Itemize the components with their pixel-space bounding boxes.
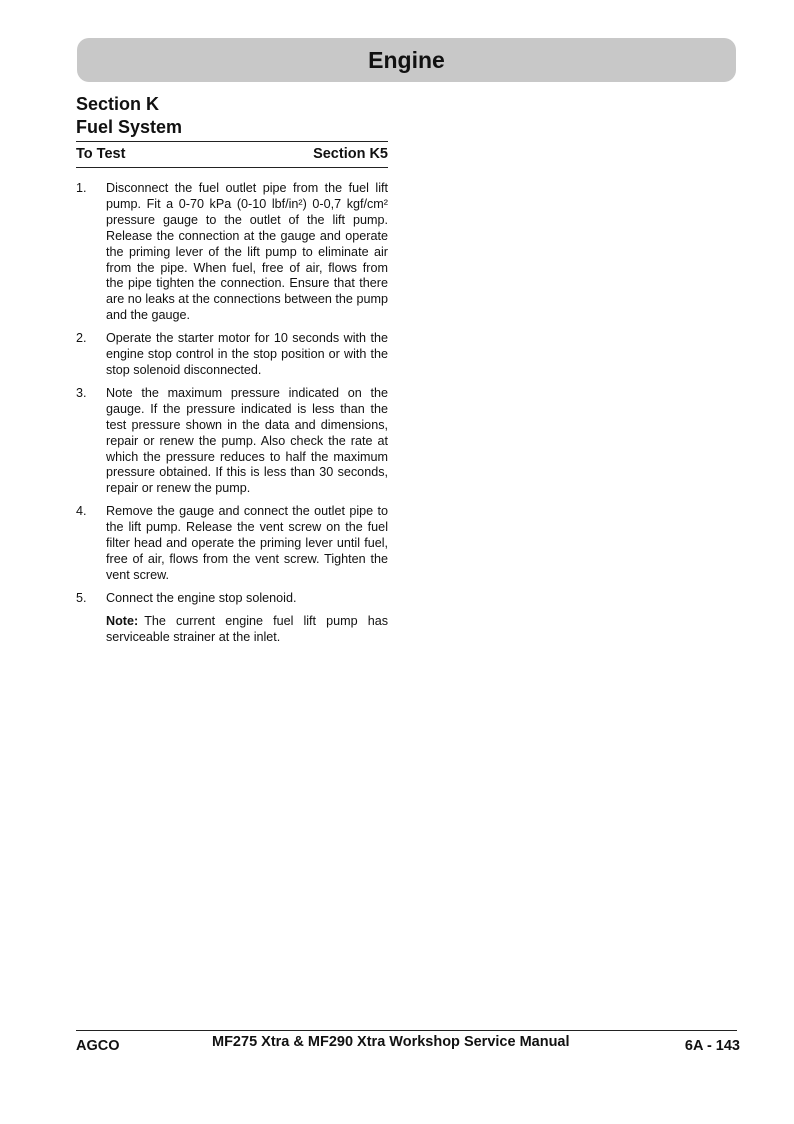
subheading-right: Section K5 bbox=[313, 146, 388, 162]
note-paragraph bbox=[76, 614, 388, 646]
step-text: Operate the starter motor for 10 seconds with the engine stop control in the stop position or with the stop solenoid disconnected. bbox=[106, 331, 388, 377]
section-heading bbox=[76, 93, 182, 139]
step-number: 2. bbox=[76, 331, 87, 346]
section-number: Section K bbox=[76, 94, 160, 114]
footer-manual-title: MF275 Xtra & MF290 Xtra Workshop Service Manual bbox=[212, 1034, 570, 1050]
section-title: Fuel System bbox=[76, 117, 183, 137]
step-text: Disconnect the fuel outlet pipe from the fuel lift pump. Fit a 0-70 kPa (0-10 lbf/in²) 0-0,7 kgf/cm² pressure gauge to the outlet of the lift pump. Release the connection at the gauge and operate the priming lever of the lift pump to eliminate air from the pipe. When fuel, free of air, flows from the pipe tighten the connection. Ensure that there are no leaks at the connections between the pump and the gauge. bbox=[106, 181, 388, 323]
subheading-row bbox=[76, 146, 388, 162]
step-item bbox=[76, 386, 388, 497]
footer-page-number: 6A - 143 bbox=[684, 1038, 740, 1054]
step-item bbox=[76, 331, 388, 379]
subheading-left: To Test bbox=[76, 146, 126, 162]
note-text: The current engine fuel lift pump has serviceable strainer at the inlet. bbox=[106, 613, 388, 644]
step-text: Note the maximum pressure indicated on the gauge. If the pressure indicated is less than the test pressure shown in the data and dimensions, repair or renew the pump. Also check the rate at which the pressure reduces to half the maximum pressure obtained. If this is less than 30 seconds, repair or renew the pump. bbox=[106, 385, 388, 496]
divider-top bbox=[76, 141, 388, 142]
step-number: 4. bbox=[76, 504, 87, 519]
step-number: 3. bbox=[76, 385, 87, 400]
step-item bbox=[76, 181, 388, 324]
step-item bbox=[76, 504, 388, 584]
divider-bottom bbox=[76, 167, 388, 168]
footer-divider bbox=[76, 1030, 737, 1031]
footer-publisher: AGCO bbox=[76, 1038, 120, 1054]
chapter-banner bbox=[77, 38, 736, 82]
step-number: 1. bbox=[76, 181, 87, 195]
chapter-title: Engine bbox=[368, 46, 445, 73]
note-label: Note: bbox=[106, 613, 139, 628]
step-item bbox=[76, 591, 388, 607]
step-number: 5. bbox=[76, 590, 87, 605]
step-text: Remove the gauge and connect the outlet pipe to the lift pump. Release the vent screw on the fuel filter head and operate the priming lever until fuel, free of air, flows from the vent screw. Tighten the vent screw. bbox=[106, 504, 388, 582]
procedure-steps bbox=[76, 181, 388, 645]
step-text: Connect the engine stop solenoid. bbox=[106, 590, 297, 605]
